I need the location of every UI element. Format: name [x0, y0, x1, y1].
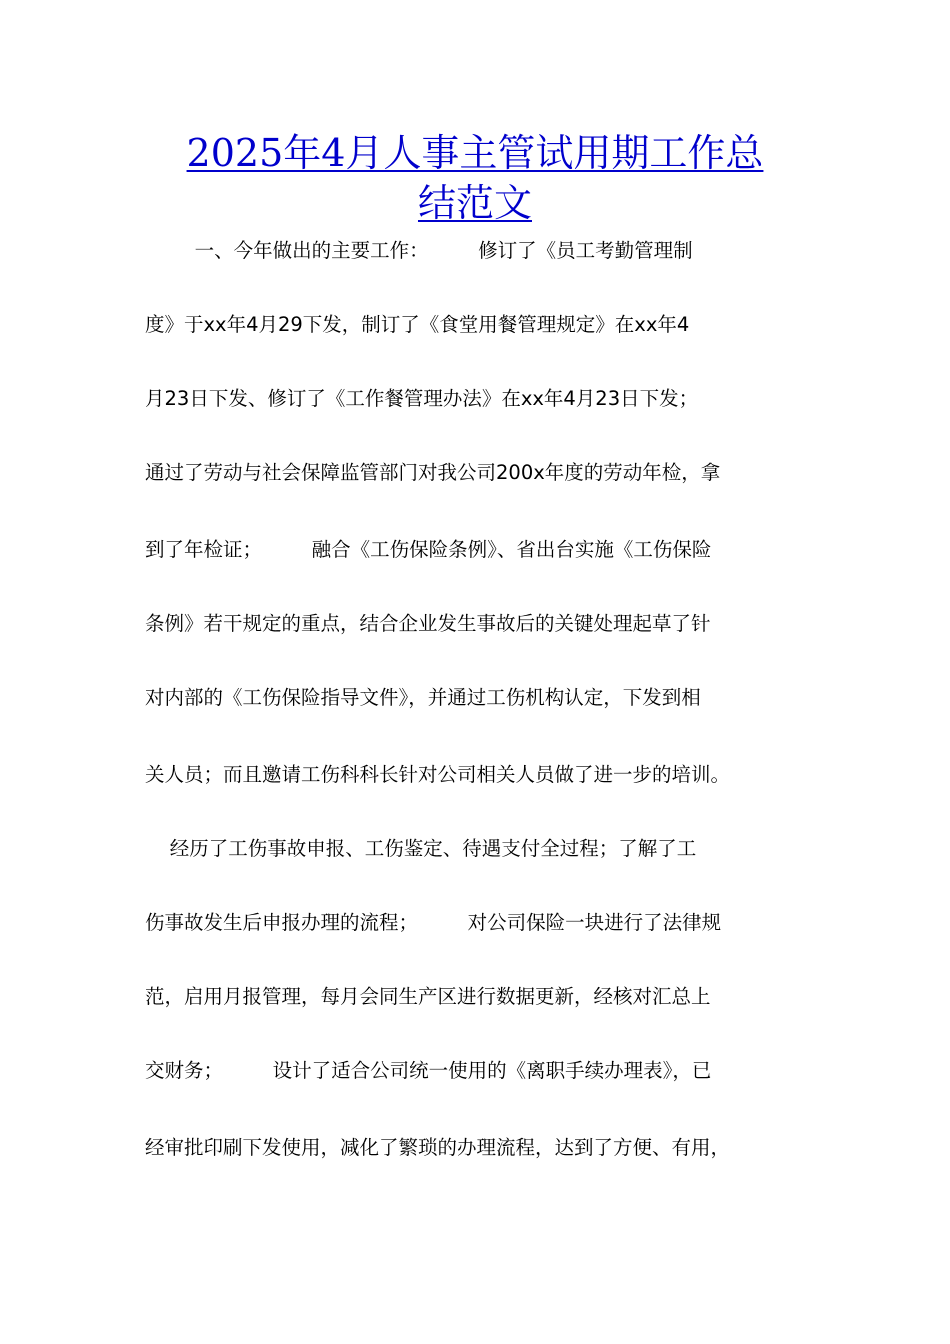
body-line-13: 经审批印刷下发使用，减化了繁琐的办理流程，达到了方便、有用， — [145, 1136, 731, 1159]
body-line-3: 月23日下发、修订了《工作餐管理办法》在xx年4月23日下发； — [145, 387, 699, 410]
body-line-7: 对内部的《工伤保险指导文件》，并通过工伤机构认定，下发到相 — [145, 686, 701, 709]
body-line-10: 伤事故发生后申报办理的流程； 对公司保险一块进行了法律规 — [145, 911, 722, 934]
body-line-12: 交财务； 设计了适合公司统一使用的《离职手续办理表》，已 — [145, 1059, 712, 1082]
body-line-5: 到了年检证； 融合《工伤保险条例》、省出台实施《工伤保险 — [145, 538, 712, 561]
title-line-1: 2025年4月人事主管试用期工作总 — [186, 131, 764, 175]
body-line-4: 通过了劳动与社会保障监管部门对我公司200x年度的劳动年检，拿 — [145, 461, 721, 484]
body-line-9: 经历了工伤事故申报、工伤鉴定、待遇支付全过程；了解了工 — [145, 837, 697, 860]
body-line-1: 一、今年做出的主要工作： 修订了《员工考勤管理制 — [145, 239, 693, 262]
body-line-2: 度》于xx年4月29下发，制订了《食堂用餐管理规定》在xx年4 — [145, 313, 690, 336]
body-line-8: 关人员；而且邀请工伤科科长针对公司相关人员做了进一步的培训。 — [145, 763, 731, 786]
title-line-2: 结范文 — [417, 181, 532, 225]
body-line-11: 范，启用月报管理，每月会同生产区进行数据更新，经核对汇总上 — [145, 985, 711, 1008]
body-line-6: 条例》若干规定的重点，结合企业发生事故后的关键处理起草了针 — [145, 612, 711, 635]
document-title[interactable] — [120, 128, 830, 228]
